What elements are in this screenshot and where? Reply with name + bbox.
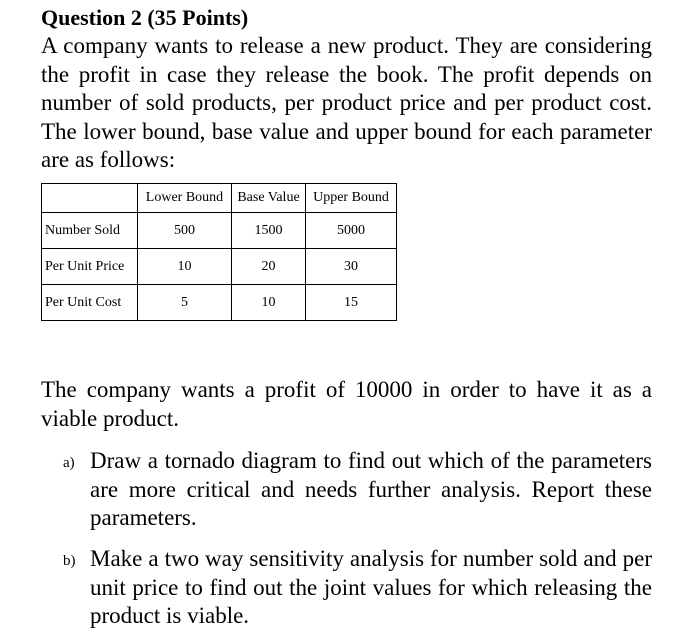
cell-lower-bound: 5 [138, 285, 232, 321]
parameter-table [41, 183, 397, 321]
table-header-base-value: Base Value [232, 184, 306, 213]
row-label-per-unit-price: Per Unit Price [42, 249, 138, 285]
subquestion-b [63, 545, 652, 631]
question-intro: A company wants to release a new product. They are considering the profit in case they release the book. The profit depends on number of sold products, per product price and per product cost. The lower bound, base value and upper bound for each parameter are as follows: [41, 33, 652, 172]
table-row [42, 249, 397, 285]
cell-base-value: 20 [232, 249, 306, 285]
question-title: Question 2 (35 Points) [41, 5, 249, 30]
table-header-row [42, 184, 397, 213]
table-header-lower-bound: Lower Bound [138, 184, 232, 213]
cell-base-value: 1500 [232, 213, 306, 249]
cell-upper-bound: 30 [306, 249, 397, 285]
cell-upper-bound: 5000 [306, 213, 397, 249]
row-label-number-sold: Number Sold [42, 213, 138, 249]
cell-upper-bound: 15 [306, 285, 397, 321]
row-label-per-unit-cost: Per Unit Cost [42, 285, 138, 321]
subquestion-a-text: Draw a tornado diagram to find out which of the parameters are more critical and needs further analysis. Report these parameters. [90, 448, 652, 530]
subquestion-a-marker: a) [63, 455, 75, 471]
table-row [42, 213, 397, 249]
table-header-corner [42, 184, 138, 213]
table-header-upper-bound: Upper Bound [306, 184, 397, 213]
subquestion-b-marker: b) [63, 553, 76, 569]
profit-goal-text: The company wants a profit of 10000 in order to have it as a viable product. [41, 377, 652, 431]
cell-lower-bound: 10 [138, 249, 232, 285]
cell-lower-bound: 500 [138, 213, 232, 249]
table-row [42, 285, 397, 321]
subquestion-b-text: Make a two way sensitivity analysis for number sold and per unit price to find out the joint values for which releasing the product is viable. [90, 546, 652, 628]
cell-base-value: 10 [232, 285, 306, 321]
subquestion-a [63, 447, 652, 533]
